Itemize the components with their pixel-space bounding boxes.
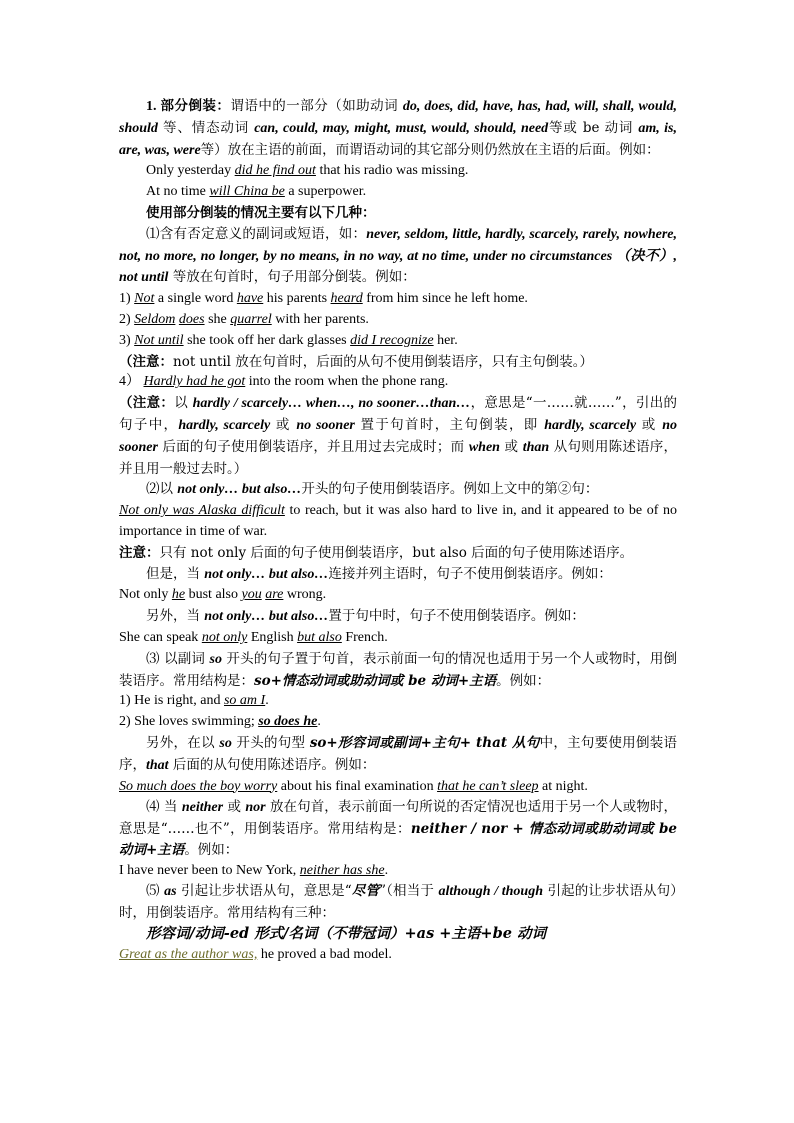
text: At no time (146, 184, 210, 200)
text: to reach, but it was also hard to live in, and it appeared to be of no importance in time of war. (119, 503, 677, 539)
keyword: nor (245, 800, 266, 816)
text: 等或 be 动词 (548, 119, 639, 136)
example-line (119, 945, 677, 966)
text: 。例如： (184, 841, 239, 858)
underlined-text: have (236, 291, 264, 307)
underlined-text: did he find out (234, 163, 316, 179)
text: her. (433, 332, 458, 348)
underlined-text: so does he (258, 714, 318, 730)
text: ”（相当于 (379, 883, 439, 900)
text: from him since he left home. (362, 291, 528, 307)
text: 或 (223, 799, 246, 816)
example-line (119, 777, 677, 798)
structure-formula: 形容词/动词-ed 形式/名词（不带冠词）+as +主语+be 动词 (146, 925, 546, 943)
keyword: hardly / scarcely… when…, no sooner…than… (192, 396, 471, 412)
rule-paragraph-4 (119, 797, 677, 860)
text: 另外，在以 (146, 734, 220, 751)
example-line (119, 861, 677, 882)
keyword: although / though (438, 884, 544, 900)
underlined-text: does (178, 311, 205, 327)
keyword: hardly, scarcely (544, 417, 637, 433)
keyword: not only… but also… (177, 482, 302, 498)
text: she (204, 311, 231, 327)
be-verbs: am, is, are, was, were (119, 120, 677, 158)
subheading: 使用部分倒装的情况主要有以下几种： (146, 204, 376, 221)
underlined-text: Not only was Alaska difficult (119, 503, 285, 519)
list-number: 3) (119, 332, 135, 348)
keyword: when (468, 439, 500, 455)
example-line (119, 372, 677, 393)
underlined-text: he (171, 587, 186, 603)
text: ⑴含有否定意义的副词或短语，如： (146, 225, 367, 242)
text: she took off her dark glasses (183, 332, 351, 348)
example-line (119, 628, 677, 649)
list-number: 4） (119, 374, 144, 390)
text: 开头的句子置于句首，表示前面一句的情况也适用于另一个人或物时，用倒装语序。常用结构是： (119, 650, 677, 689)
negative-words: never, seldom, little, hardly, scarcely, rarely, nowhere, not, no more, no longer, by no means, in no way, at no time, under no circumstances （决不）, not until (119, 226, 677, 286)
text: 只有 not only 后面的句子使用倒装语序，but also 后面的句子使用陈述语序。 (159, 544, 634, 561)
text: . (265, 693, 269, 709)
text (119, 395, 677, 476)
note (119, 352, 677, 373)
list-number: 1) (119, 291, 135, 307)
text: bust also (185, 587, 242, 603)
text: 放在句首，表示前面一句所说的否定情况也适用于另一个人或物时，意思是“……也不”，用倒装语序。常用结构是： (119, 799, 677, 838)
text: . (317, 714, 321, 730)
example-line (119, 182, 677, 203)
structure: so+形容词或副词+主句+ that 从句 (309, 734, 540, 751)
example-line (119, 691, 677, 712)
note-label: 注意： (119, 544, 160, 561)
example-line (119, 161, 677, 182)
text: 另外，当 (146, 608, 205, 625)
emphasis: 尽管 (351, 883, 380, 900)
rule-paragraph-2 (119, 479, 677, 501)
keyword: that (146, 757, 169, 773)
text: English (247, 629, 298, 645)
text: 或 (270, 416, 297, 433)
underlined-text: Seldom (134, 311, 176, 327)
text: at night. (538, 778, 588, 794)
text: 中，主句要使用倒装语序， (119, 734, 677, 773)
modal-verbs: can, could, may, might, must, would, should, need (254, 120, 549, 136)
text: 引起的让步状语从句）时，用倒装语序。常用结构有三种： (119, 883, 678, 922)
list-number: 2) (119, 311, 135, 327)
keyword: not only… but also… (204, 566, 329, 582)
text: Not only (119, 587, 172, 603)
underlined-text: did I recognize (350, 332, 434, 348)
text: about his final examination (277, 778, 438, 794)
structure: neither / nor + 情态动词或助动词或 be 动词+主语 (119, 821, 677, 858)
text: 谓语中的一部分（如助动词 (230, 98, 403, 114)
document-page (119, 96, 677, 966)
text: a superpower. (284, 184, 367, 200)
example-line (119, 585, 677, 606)
text: 从句则用陈述语序，并且用一般过去时。） (119, 438, 677, 477)
text: 等）放在主语的前面，而谓语动词的其它部分则仍然放在主语的后面。例如： (200, 141, 660, 158)
note-label: （注意： (119, 395, 175, 412)
keyword: so (219, 735, 232, 751)
example-line (119, 712, 677, 733)
underlined-text: are (265, 587, 284, 603)
underlined-text: but also (297, 629, 342, 645)
text: ⑸ (146, 883, 165, 900)
text: 置于句首时，主句倒装，即 (354, 416, 545, 433)
example-line (119, 331, 677, 352)
underlined-text: So much does the boy worry (119, 778, 278, 794)
text: 后面的从句使用陈述语序。例如： (168, 756, 376, 773)
text: 但是，当 (146, 565, 205, 582)
text: 1) He is right, and (119, 693, 224, 709)
underlined-text: will China be (209, 184, 285, 200)
keyword: hardly, scarcely (178, 417, 271, 433)
text: Only yesterday (146, 163, 235, 179)
text: 以 (174, 395, 193, 412)
text: not until 放在句首时，后面的从句不使用倒装语序，只有主句倒装。） (173, 353, 594, 370)
keyword: so (209, 651, 222, 667)
underlined-text: Not (134, 291, 155, 307)
text: 等、情态动词 (157, 119, 255, 136)
text: 连接并列主语时，句子不使用倒装语序。例如： (328, 565, 612, 582)
text: She can speak (119, 629, 202, 645)
keyword: as (164, 884, 177, 900)
keyword: not only… but also… (204, 609, 329, 625)
text: his parents (263, 291, 331, 307)
underlined-text: heard (330, 291, 363, 307)
example-line (119, 501, 677, 543)
underlined-text: neither has she (299, 862, 385, 878)
text: into the room when the phone rang. (245, 374, 449, 390)
text: ⑷ 当 (146, 799, 182, 816)
underlined-text: that he can’t sleep (437, 778, 539, 794)
rule-paragraph (119, 564, 677, 586)
rule-paragraph-3 (119, 649, 677, 692)
rule-paragraph-5 (119, 881, 677, 924)
text: a single word (154, 291, 237, 307)
text: wrong. (283, 587, 327, 603)
aux-verbs: do, does, did, have, has, had, will, shall, would, should (119, 99, 678, 136)
text: 或 (636, 416, 663, 433)
text: 引起让步状语从句，意思是“ (176, 883, 352, 900)
underlined-text: Hardly had he got (143, 374, 246, 390)
text: 置于句中时，句子不使用倒装语序。例如： (328, 608, 585, 625)
text: ⑶ 以副词 (146, 650, 210, 667)
underlined-text: not only (201, 629, 248, 645)
keyword: no sooner (296, 417, 355, 433)
underlined-text: Great as the author was, (119, 946, 258, 962)
underlined-text: quarrel (230, 311, 272, 327)
text: ⑵以 (146, 481, 178, 498)
text: 。例如： (496, 672, 551, 689)
text: I have never been to New York, (119, 862, 300, 878)
keyword: no sooner (119, 417, 677, 455)
text: French. (341, 629, 388, 645)
text: ，意思是“一……就……”，引出的句子中， (119, 395, 678, 433)
keyword: than (522, 439, 550, 455)
text: 开头的句型 (231, 734, 310, 751)
underlined-text: Not until (134, 332, 184, 348)
text: 后面的句子使用倒装语序，并且用过去完成时；而 (157, 438, 469, 455)
section-1-paragraph (119, 96, 677, 161)
section-title: 部分倒装： (160, 98, 231, 114)
rule-paragraph-1 (119, 224, 677, 289)
example-line (119, 310, 677, 331)
text: 开头的句子使用倒装语序。例如上文中的第②句： (301, 481, 599, 498)
note-label: （注意： (119, 353, 173, 370)
text: that his radio was missing. (315, 163, 469, 179)
text: 或 (499, 438, 523, 455)
text: with her parents. (271, 311, 369, 327)
note (119, 543, 677, 564)
text: . (384, 862, 389, 878)
section-number: 1. (146, 99, 161, 114)
example-line (119, 289, 677, 310)
rule-paragraph (119, 733, 677, 777)
rule-paragraph (119, 606, 677, 628)
underlined-text: you (241, 587, 262, 603)
text: he proved a bad model. (257, 946, 392, 962)
text: 等放在句首时，句子用部分倒装。例如： (168, 269, 416, 286)
keyword: neither (181, 800, 224, 816)
structure: so+情态动词或助动词或 be 动词+主语 (254, 672, 497, 689)
note (119, 393, 677, 479)
text: 2) She loves swimming; (119, 714, 259, 730)
underlined-text: so am I (223, 693, 266, 709)
